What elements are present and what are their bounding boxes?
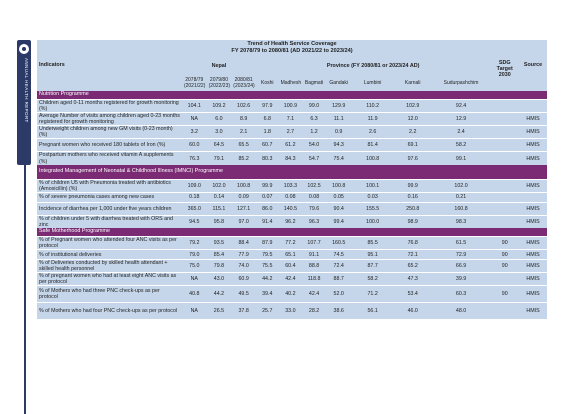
sdg-target-header: SDG Target 2030 (490, 56, 519, 91)
value-cell: 90 (490, 286, 519, 303)
value-cell: 100.8 (231, 179, 256, 192)
value-cell (519, 192, 547, 202)
value-cell: 76.3 (182, 152, 207, 165)
value-cell (490, 139, 519, 152)
value-cell (490, 192, 519, 202)
value-cell (490, 152, 519, 165)
value-cell: 118.8 (302, 273, 326, 286)
value-cell: HMIS (519, 303, 547, 320)
value-cell: 28.2 (302, 303, 326, 320)
value-cell: 71.2 (352, 286, 394, 303)
table-row (37, 215, 547, 228)
value-cell (490, 202, 519, 215)
value-cell: 33.0 (279, 303, 303, 320)
value-cell: HMIS (519, 273, 547, 286)
value-cell (490, 303, 519, 320)
table-title (37, 40, 547, 56)
value-cell: 0.08 (279, 192, 303, 202)
value-cell: 12.0 (394, 113, 432, 126)
value-cell: 102.6 (231, 100, 256, 113)
value-cell: 100.8 (326, 179, 352, 192)
value-cell: 75.5 (256, 260, 279, 273)
table-row (37, 202, 547, 215)
value-cell (490, 113, 519, 126)
value-cell: 0.03 (352, 192, 394, 202)
value-cell: 72.4 (326, 260, 352, 273)
value-cell: 99.1 (432, 152, 491, 165)
value-cell: 0.18 (182, 192, 207, 202)
value-cell: 102.5 (302, 179, 326, 192)
value-cell: 140.5 (279, 202, 303, 215)
value-cell: 39.4 (256, 286, 279, 303)
table-title-row (37, 40, 547, 56)
value-cell (490, 100, 519, 113)
value-cell: 37.8 (231, 303, 256, 320)
value-cell: 85.5 (352, 236, 394, 249)
table-row (37, 113, 547, 126)
value-cell: 97.0 (231, 215, 256, 228)
value-cell: 79.5 (256, 250, 279, 260)
indicator-cell: % of Deliveries conducted by skilled health attendant + skilled health personnel (37, 260, 182, 273)
value-cell (490, 273, 519, 286)
value-cell: 98.9 (394, 215, 432, 228)
value-cell: 54.7 (302, 152, 326, 165)
indicator-cell: Underweight children among new GM visits (0-23 month) (%) (37, 126, 182, 139)
value-cell: 92.4 (432, 100, 491, 113)
year-header: 2079/80 (2022/23) (207, 76, 232, 91)
indicator-cell: % of Mothers who had four PNC check-ups as per protocol (37, 303, 182, 320)
source-header: Source (519, 56, 547, 91)
value-cell: HMIS (519, 286, 547, 303)
value-cell: 25.7 (256, 303, 279, 320)
value-cell: 42.4 (302, 286, 326, 303)
province-name: Gandaki (326, 76, 352, 91)
value-cell: 2.7 (279, 126, 303, 139)
value-cell: 46.0 (394, 303, 432, 320)
section-title: Integrated Management of Neonatal & Childhood Illness (IMNCI) Programme (37, 165, 547, 180)
value-cell (490, 126, 519, 139)
value-cell: 95.1 (352, 250, 394, 260)
value-cell: 115.1 (207, 202, 232, 215)
value-cell: 44.2 (207, 286, 232, 303)
value-cell: 60.3 (432, 286, 491, 303)
value-cell: 104.1 (182, 100, 207, 113)
value-cell: 79.0 (182, 250, 207, 260)
value-cell (519, 100, 547, 113)
value-cell: 86.0 (256, 202, 279, 215)
value-cell: 129.9 (326, 100, 352, 113)
value-cell: NA (182, 273, 207, 286)
value-cell: HMIS (519, 215, 547, 228)
value-cell: 60.0 (182, 139, 207, 152)
value-cell: 365.0 (182, 202, 207, 215)
province-name: Lumbini (352, 76, 394, 91)
value-cell: 3.0 (207, 126, 232, 139)
table-row (37, 250, 547, 260)
section-title: Safe Motherhood Programme (37, 228, 547, 237)
value-cell: HMIS (519, 236, 547, 249)
value-cell: 6.3 (302, 113, 326, 126)
value-cell: 58.2 (352, 273, 394, 286)
value-cell: HMIS (519, 152, 547, 165)
value-cell: 91.4 (256, 215, 279, 228)
value-cell: 65.5 (231, 139, 256, 152)
value-cell: 79.1 (207, 152, 232, 165)
value-cell: 0.14 (207, 192, 232, 202)
value-cell: 0.05 (326, 192, 352, 202)
table-row (37, 139, 547, 152)
value-cell: HMIS (519, 202, 547, 215)
value-cell: 103.3 (279, 179, 303, 192)
value-cell: 98.3 (432, 215, 491, 228)
table-row (37, 260, 547, 273)
value-cell: 0.9 (326, 126, 352, 139)
value-cell: 91.1 (302, 250, 326, 260)
table-row (37, 100, 547, 113)
value-cell: 72.1 (394, 250, 432, 260)
value-cell: 102.0 (207, 179, 232, 192)
value-cell: 94.5 (182, 215, 207, 228)
value-cell: HMIS (519, 260, 547, 273)
province-name: Koshi (256, 76, 279, 91)
value-cell: 44.2 (256, 273, 279, 286)
indicator-cell: Incidence of diarrhea per 1,000 under five years children (37, 202, 182, 215)
indicator-cell: % of Pregnant women who attended four ANC visits as per protocol (37, 236, 182, 249)
value-cell: 39.9 (432, 273, 491, 286)
value-cell: 88.4 (231, 236, 256, 249)
table-row (37, 303, 547, 320)
value-cell: 90 (490, 250, 519, 260)
value-cell: HMIS (519, 139, 547, 152)
value-cell: 88.7 (326, 273, 352, 286)
table-row (37, 273, 547, 286)
value-cell: 8.9 (231, 113, 256, 126)
value-cell: 76.8 (394, 236, 432, 249)
value-cell: 47.3 (394, 273, 432, 286)
value-cell: NA (182, 303, 207, 320)
value-cell: 81.4 (352, 139, 394, 152)
value-cell: 3.2 (182, 126, 207, 139)
value-cell: HMIS (519, 179, 547, 192)
section-row (37, 91, 547, 100)
value-cell: 1.8 (256, 126, 279, 139)
value-cell: 93.5 (207, 236, 232, 249)
header-row (37, 56, 547, 76)
value-cell: 250.8 (394, 202, 432, 215)
value-cell: 53.4 (394, 286, 432, 303)
table-row (37, 126, 547, 139)
indicator-cell: % of severe pneumonia cases among new cases (37, 192, 182, 202)
value-cell: 2.6 (352, 126, 394, 139)
value-cell: 60.9 (231, 273, 256, 286)
value-cell: 79.6 (302, 202, 326, 215)
indicator-cell: Average Number of visits among children aged 0-23 months registered for growth monitoring (37, 113, 182, 126)
value-cell: 84.3 (279, 152, 303, 165)
value-cell: 100.1 (352, 179, 394, 192)
value-cell: 0.07 (256, 192, 279, 202)
side-tab (17, 40, 31, 165)
province-name: Karnali (394, 76, 432, 91)
table-row (37, 152, 547, 165)
table-row (37, 286, 547, 303)
logo-icon (19, 44, 29, 54)
value-cell: 160.8 (432, 202, 491, 215)
indicator-cell: % of Mothers who had three PNC check-ups as per protocol (37, 286, 182, 303)
indicators-header: Indicators (37, 56, 182, 91)
value-cell: 2.4 (432, 126, 491, 139)
nepal-header: Nepal (182, 56, 256, 76)
value-cell: 64.5 (207, 139, 232, 152)
value-cell: 109.0 (182, 179, 207, 192)
value-cell: 6.8 (256, 113, 279, 126)
value-cell: 61.2 (279, 139, 303, 152)
table-row (37, 236, 547, 249)
value-cell: 0.09 (231, 192, 256, 202)
value-cell: 99.9 (256, 179, 279, 192)
value-cell: 69.1 (394, 139, 432, 152)
value-cell: 90 (490, 236, 519, 249)
value-cell: HMIS (519, 113, 547, 126)
section-row (37, 228, 547, 237)
value-cell: 99.9 (394, 179, 432, 192)
value-cell: 49.5 (231, 286, 256, 303)
value-cell: 94.3 (326, 139, 352, 152)
indicator-cell: Children aged 0-11 months registered for growth monitoring (%) (37, 100, 182, 113)
value-cell: 97.6 (394, 152, 432, 165)
table-title-line2: FY 2078/79 to 2080/81 (AD 2021/22 to 2023/24) (231, 48, 353, 54)
value-cell: 155.5 (352, 202, 394, 215)
value-cell: 52.0 (326, 286, 352, 303)
indicator-cell: Pregnant women who received 180 tablets of Iron (%) (37, 139, 182, 152)
value-cell: 0.16 (394, 192, 432, 202)
value-cell: 87.9 (256, 236, 279, 249)
province-name: Madhesh (279, 76, 303, 91)
value-cell: 99.0 (302, 100, 326, 113)
table-row (37, 179, 547, 192)
value-cell: 85.2 (231, 152, 256, 165)
value-cell: 77.9 (231, 250, 256, 260)
value-cell: 40.8 (182, 286, 207, 303)
province-header: Province (FY 2080/81 or 2023/24 AD) (256, 56, 490, 76)
value-cell: 58.2 (432, 139, 491, 152)
indicator-cell: % of institutional deliveries (37, 250, 182, 260)
value-cell: 97.9 (256, 100, 279, 113)
value-cell: 0.08 (302, 192, 326, 202)
value-cell: 56.1 (352, 303, 394, 320)
value-cell: 110.2 (352, 100, 394, 113)
value-cell: 96.3 (302, 215, 326, 228)
value-cell: 1.2 (302, 126, 326, 139)
value-cell: 80.3 (256, 152, 279, 165)
province-name: Sudurpashchim (432, 76, 491, 91)
value-cell: 109.2 (207, 100, 232, 113)
value-cell: 61.5 (432, 236, 491, 249)
value-cell: HMIS (519, 126, 547, 139)
value-cell: 11.1 (326, 113, 352, 126)
indicator-cell: % of children under 5 with diarrhea treated with ORS and zinc (37, 215, 182, 228)
table-title-line1: Trend of Health Service Coverage (247, 41, 337, 48)
health-coverage-table (37, 40, 547, 319)
value-cell: 85.4 (207, 250, 232, 260)
value-cell: 7.1 (279, 113, 303, 126)
value-cell: 127.1 (231, 202, 256, 215)
value-cell: NA (182, 113, 207, 126)
value-cell: 88.8 (302, 260, 326, 273)
value-cell: 87.7 (352, 260, 394, 273)
value-cell (490, 179, 519, 192)
value-cell: 100.0 (352, 215, 394, 228)
value-cell: HMIS (519, 250, 547, 260)
value-cell: 79.2 (182, 236, 207, 249)
value-cell: 2.1 (231, 126, 256, 139)
indicator-cell: % of pregnant women who had at least eight ANC visits as per protocol (37, 273, 182, 286)
value-cell: 95.8 (207, 215, 232, 228)
value-cell: 60.4 (279, 260, 303, 273)
value-cell: 100.8 (352, 152, 394, 165)
value-cell: 75.0 (182, 260, 207, 273)
value-cell: 65.1 (279, 250, 303, 260)
value-cell: 74.0 (231, 260, 256, 273)
year-header: 2078/79 (2021/22) (182, 76, 207, 91)
value-cell: 102.0 (432, 179, 491, 192)
value-cell: 48.0 (432, 303, 491, 320)
value-cell: 72.9 (432, 250, 491, 260)
value-cell: 54.0 (302, 139, 326, 152)
value-cell: 0.21 (432, 192, 491, 202)
section-row (37, 165, 547, 180)
value-cell: 102.9 (394, 100, 432, 113)
indicator-cell: % of children U5 with Pneumonia treated with antibiotics (Amoxicillin) (%) (37, 179, 182, 192)
value-cell: 11.9 (352, 113, 394, 126)
value-cell (490, 215, 519, 228)
indicator-cell: Postpartum mothers who received vitamin A supplements (%) (37, 152, 182, 165)
section-title: Nutrition Programme (37, 91, 547, 100)
value-cell: 77.2 (279, 236, 303, 249)
value-cell: 60.7 (256, 139, 279, 152)
value-cell: 96.2 (279, 215, 303, 228)
value-cell: 90 (490, 260, 519, 273)
value-cell: 74.5 (326, 250, 352, 260)
year-header: 2080/81 (2023/24) (231, 76, 256, 91)
value-cell: 107.7 (302, 236, 326, 249)
value-cell: 75.4 (326, 152, 352, 165)
value-cell: 2.2 (394, 126, 432, 139)
side-tab-label: ANNUAL HEALTH REPORT (24, 58, 29, 123)
value-cell: 160.5 (326, 236, 352, 249)
value-cell: 38.6 (326, 303, 352, 320)
table-row (37, 192, 547, 202)
value-cell: 79.8 (207, 260, 232, 273)
value-cell: 100.9 (279, 100, 303, 113)
value-cell: 99.4 (326, 215, 352, 228)
value-cell: 42.4 (279, 273, 303, 286)
value-cell: 26.5 (207, 303, 232, 320)
value-cell: 12.9 (432, 113, 491, 126)
value-cell: 6.0 (207, 113, 232, 126)
value-cell: 65.2 (394, 260, 432, 273)
value-cell: 43.0 (207, 273, 232, 286)
value-cell: 40.2 (279, 286, 303, 303)
province-name: Bagmati (302, 76, 326, 91)
value-cell: 66.9 (432, 260, 491, 273)
value-cell: 90.4 (326, 202, 352, 215)
